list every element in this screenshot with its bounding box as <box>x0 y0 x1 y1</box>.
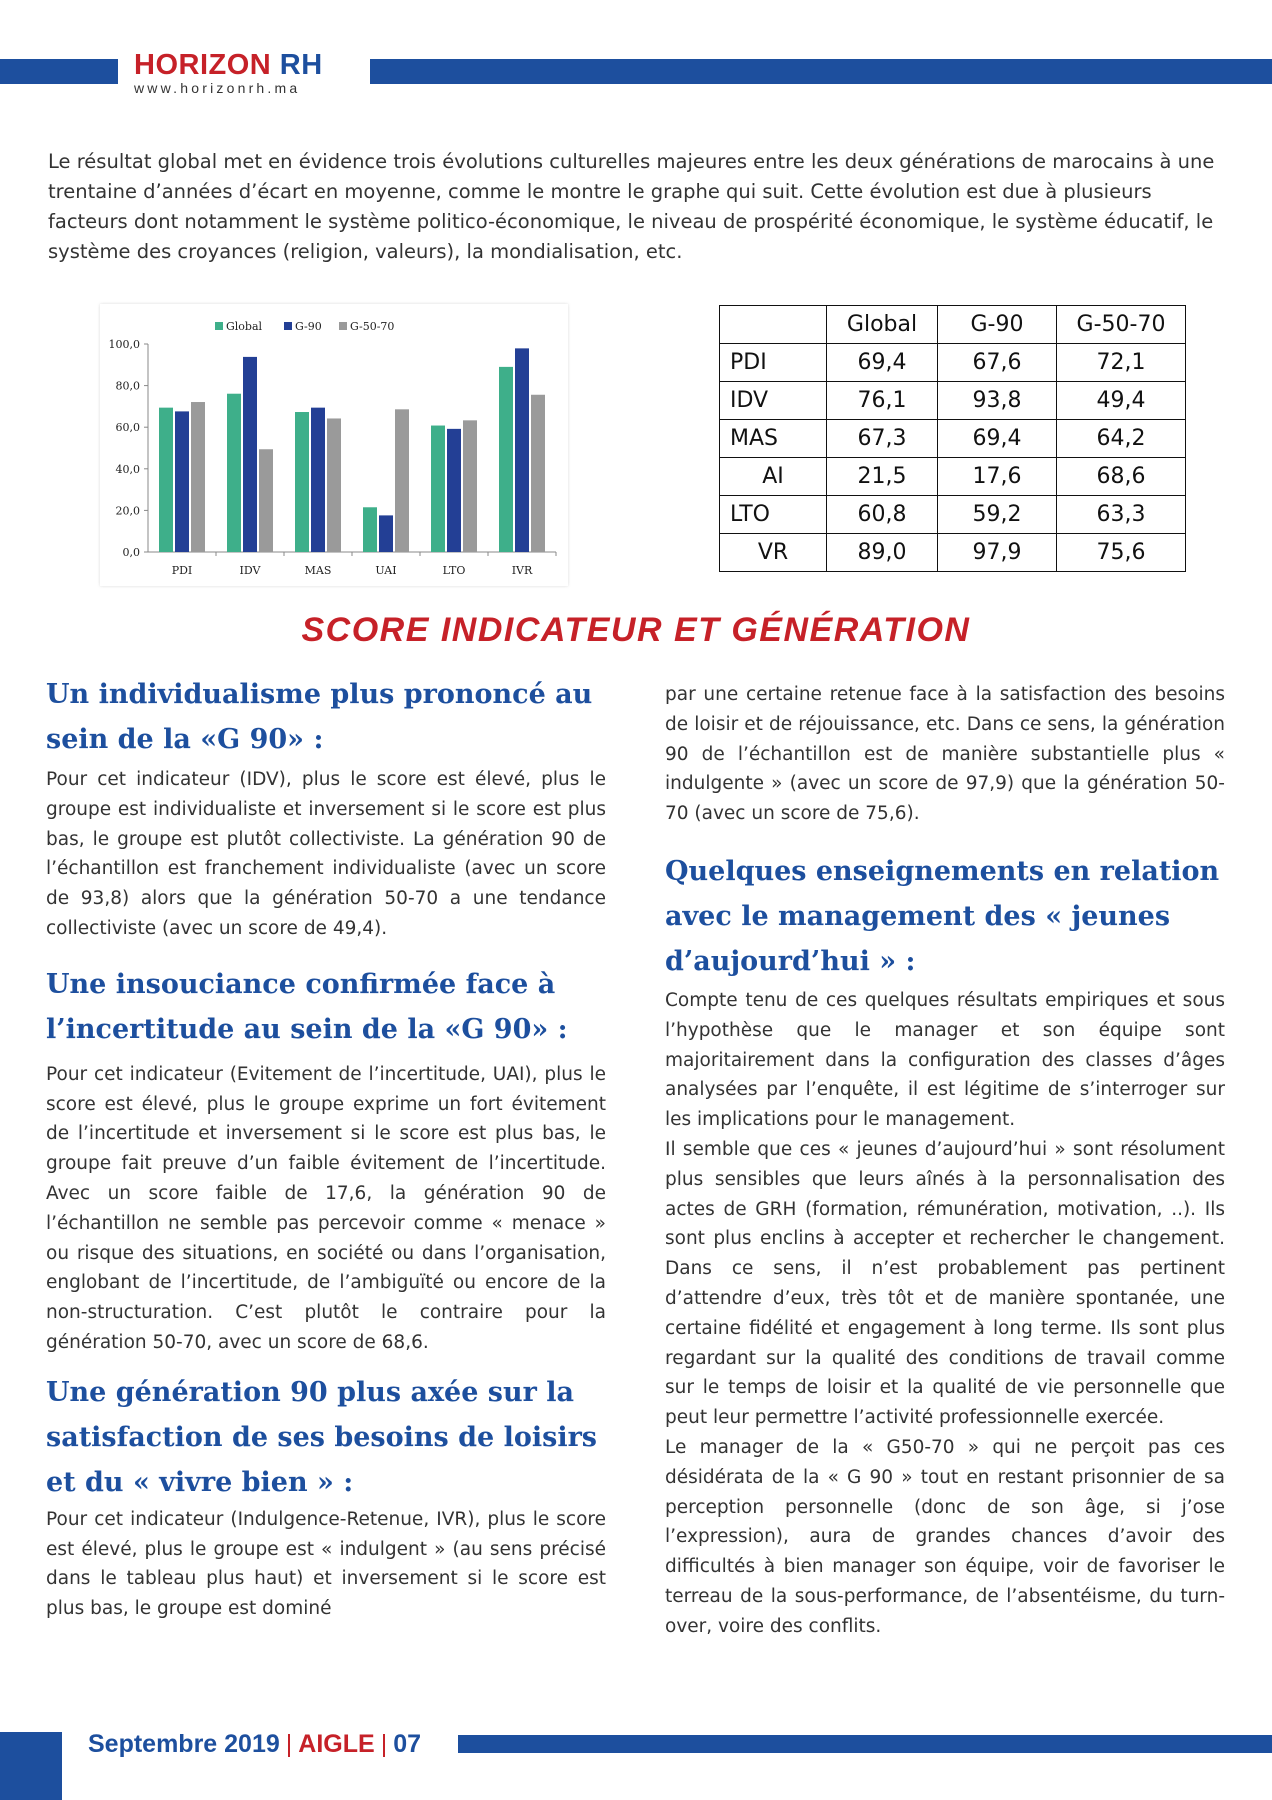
bar-global-ivr <box>499 367 513 552</box>
bar-global-pdi <box>159 408 173 552</box>
left-column <box>46 672 606 1624</box>
paragraph-jeunes: Il semble que ces « jeunes d’aujourd’hui » sont résolument plus sensibles que leurs aînés à la personnalisation des actes de GRH (formation, rémunération, motivation, ..). Ils sont plus enclins à accepter et rechercher le changement. Dans ce sens, il n’est probablement pas pertinent d’attendre d’eux, très tôt et de manière spontanée, une certaine fidélité et engagement à long terme. Ils sont plus regardant sur la qualité des conditions de travail comme sur le temps de loisir et la qualité de vie personnelle que peut leur permettre l’activité professionnelle exercée. <box>665 1138 1225 1429</box>
bar-g-50-70-idv <box>259 449 273 552</box>
table-row-label: MAS <box>720 420 827 458</box>
table-header-cell: Global <box>827 306 938 344</box>
bar-global-idv <box>227 394 241 552</box>
table-cell: 69,4 <box>938 420 1057 458</box>
x-tick-label: MAS <box>304 564 332 577</box>
horizon-rh-logo[interactable] <box>134 50 366 96</box>
table-header-row <box>720 306 1186 344</box>
header-bar-right <box>370 59 1272 84</box>
table-row-label: PDI <box>720 344 827 382</box>
right-column <box>665 680 1225 1642</box>
table-header-cell: G-90 <box>938 306 1057 344</box>
legend-label: Global <box>226 320 263 333</box>
x-tick-label: UAI <box>375 564 397 577</box>
logo-brand-part2: RH <box>279 49 323 81</box>
logo-brand-part1: HORIZON <box>134 49 272 81</box>
heading-individualisme: Un individualisme plus prononcé au sein de la «G 90» : <box>46 679 593 755</box>
paragraph-incertitude: Pour cet indicateur (Evitement de l’incertitude, UAI), plus le score est élevé, plus le groupe exprime un fort évitement de l’incertitude et inversement si le score est plus bas, le groupe fait preuve d’un faible évitement de l’incertitude. Avec un score faible de 17,6, la génération 90 de l’échantillon ne semble pas percevoir comme « menace » ou risque des situations, en société ou dans l’organisation, englobant de l’incertitude, de l’ambiguïté ou encore de la non-structuration. C’est plutôt le contraire pour la génération 50-70, avec un score de 68,6. <box>46 1063 606 1353</box>
footer-separator: | <box>285 1730 293 1758</box>
table-cell: 76,1 <box>827 382 938 420</box>
table-cell: 49,4 <box>1057 382 1186 420</box>
table-cell: 59,2 <box>938 496 1057 534</box>
table-cell: 97,9 <box>938 534 1057 572</box>
footer <box>88 1727 421 1761</box>
intro-paragraph: Le résultat global met en évidence trois évolutions culturelles majeures entre les deux générations de marocains à une trentaine d’années d’écart en moyenne, comme le montre le graphe qui suit. Cette évolution est due à plusieurs facteurs dont notamment le système politico-économique, le niveau de prospérité économique, le système éducatif, le système des croyances (religion, valeurs), la mondialisation, etc. <box>48 150 1215 263</box>
x-tick-label: IDV <box>239 564 261 577</box>
bar-chart <box>100 304 568 586</box>
table-row-label: VR <box>720 534 827 572</box>
scores-table <box>719 305 1186 572</box>
y-tick-label: 100,0 <box>108 338 140 351</box>
table-cell: 68,6 <box>1057 458 1186 496</box>
bar-g-50-70-ivr <box>531 395 545 552</box>
logo-title <box>134 50 366 80</box>
bar-g-50-70-uai <box>395 409 409 552</box>
table-row <box>720 496 1186 534</box>
paragraph-enseignements: Compte tenu de ces quelques résultats empiriques et sous l’hypothèse que le manager et son équipe sont majoritairement dans la configuration des classes d’âges analysées par l’enquête, il est légitime de s’interroger sur les implications pour le management. <box>665 989 1225 1131</box>
table-row <box>720 420 1186 458</box>
heading-incertitude: Une insouciance confirmée face à l’incertitude au sein de la «G 90» : <box>46 968 568 1045</box>
table-header-cell: G-50-70 <box>1057 306 1186 344</box>
footer-date: Septembre 2019 <box>88 1730 280 1758</box>
table-row <box>720 458 1186 496</box>
footer-separator: | <box>380 1730 388 1758</box>
table-cell: 72,1 <box>1057 344 1186 382</box>
table-cell: 93,8 <box>938 382 1057 420</box>
bar-global-mas <box>295 412 309 552</box>
bar-chart-svg <box>100 304 568 586</box>
x-tick-label: IVR <box>511 564 533 577</box>
table-cell: 63,3 <box>1057 496 1186 534</box>
paragraph-manager: Le manager de la « G50-70 » qui ne perçoit pas ces désidérata de la « G 90 » tout en restant prisonnier de sa perception personnelle (donc de son âge, si j’ose l’expression), aura de grandes chances d’avoir des difficultés à bien manager son équipe, voir de favoriser le terreau de la sous-performance, de l’absentéisme, du turn-over, voire des conflits. <box>665 1436 1225 1637</box>
y-tick-label: 20,0 <box>115 504 140 518</box>
paragraph-individualisme: Pour cet indicateur (IDV), plus le score est élevé, plus le groupe est individualiste et inversement si le score est plus bas, le groupe est plutôt collectiviste. La génération 90 de l’échantillon est franchement individualiste (avec un score de 93,8) alors que la génération 50-70 a une tendance collectiviste (avec un score de 49,4). <box>46 769 606 939</box>
heading-loisirs: Une génération 90 plus axée sur la satisfaction de ses besoins de loisirs et du « vivre bien » : <box>46 1376 597 1498</box>
table-cell: 75,6 <box>1057 534 1186 572</box>
table-row-label: IDV <box>720 382 827 420</box>
table-row <box>720 534 1186 572</box>
header-bar-left <box>0 59 118 84</box>
bar-g-90-lto <box>447 429 461 552</box>
bar-g-90-ivr <box>515 348 529 552</box>
table-row-label: AI <box>720 458 827 496</box>
y-tick-label: 80,0 <box>115 379 140 393</box>
legend-label: G-50-70 <box>350 320 395 333</box>
x-tick-label: PDI <box>171 564 193 577</box>
table-cell: 89,0 <box>827 534 938 572</box>
section-title: SCORE INDICATEUR ET GÉNÉRATION <box>301 611 971 649</box>
bar-global-uai <box>363 507 377 552</box>
table-row <box>720 344 1186 382</box>
bar-g-50-70-mas <box>327 418 341 552</box>
footer-page-number: 07 <box>393 1730 421 1758</box>
table-cell: 21,5 <box>827 458 938 496</box>
footer-bar-right <box>458 1735 1272 1753</box>
bar-global-lto <box>431 426 445 552</box>
paragraph-loisirs: Pour cet indicateur (Indulgence-Retenue, IVR), plus le score est élevé, plus le groupe est « indulgent » (au sens précisé dans le tableau plus haut) et inversement si le score est plus bas, le groupe est dominé <box>46 1508 606 1620</box>
bar-g-90-mas <box>311 408 325 552</box>
bar-g-90-idv <box>243 357 257 552</box>
table-cell: 64,2 <box>1057 420 1186 458</box>
table-cell: 60,8 <box>827 496 938 534</box>
table-row <box>720 382 1186 420</box>
legend-swatch <box>215 322 223 330</box>
table-header-cell <box>720 306 827 344</box>
table-cell: 69,4 <box>827 344 938 382</box>
logo-url[interactable]: www.horizonrh.ma <box>134 80 301 96</box>
table-cell: 17,6 <box>938 458 1057 496</box>
table-row-label: LTO <box>720 496 827 534</box>
y-tick-label: 40,0 <box>115 462 140 476</box>
legend-swatch <box>339 322 347 330</box>
table-cell: 67,3 <box>827 420 938 458</box>
legend-swatch <box>284 322 292 330</box>
heading-enseignements: Quelques enseignements en relation avec le management des « jeunes d’aujourd’hui » : <box>665 855 1220 977</box>
legend-label: G-90 <box>295 320 322 333</box>
footer-bar-left <box>0 1732 62 1800</box>
paragraph-indulgence-suite: par une certaine retenue face à la satisfaction des besoins de loisir et de réjouissance, etc. Dans ce sens, la génération 90 de l’échantillon est de manière substantielle plus « indulgente » (avec un score de 97,9) que la génération 50-70 (avec un score de 75,6). <box>665 684 1225 825</box>
y-tick-label: 0,0 <box>122 546 140 559</box>
bar-g-50-70-pdi <box>191 402 205 552</box>
y-tick-label: 60,0 <box>115 421 140 435</box>
bar-g-50-70-lto <box>463 420 477 552</box>
bar-g-90-uai <box>379 515 393 552</box>
x-tick-label: LTO <box>442 564 466 577</box>
table-cell: 67,6 <box>938 344 1057 382</box>
footer-magazine: AIGLE <box>298 1730 375 1758</box>
bar-g-90-pdi <box>175 411 189 552</box>
